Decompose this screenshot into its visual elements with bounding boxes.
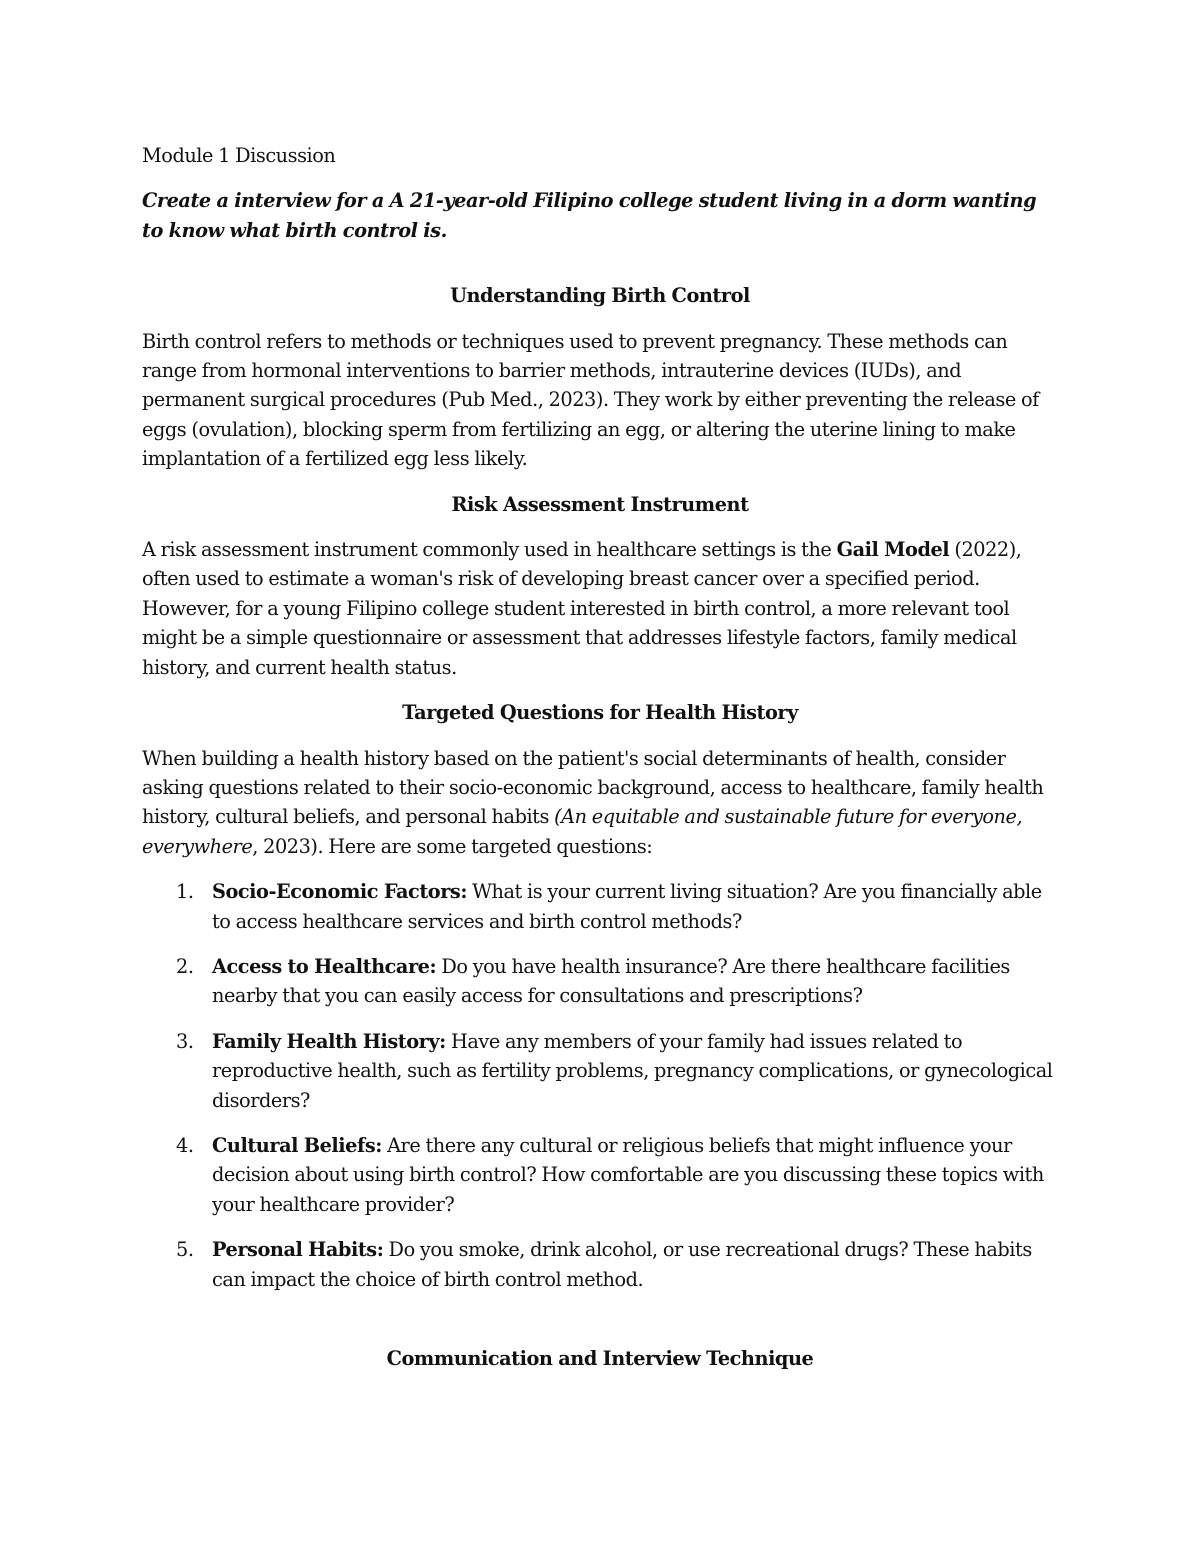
targeted-questions-list bbox=[142, 877, 1058, 1294]
list-item-text: Have any members of your family had issues related to reproductive health, such as fertility problems, pregnancy complications, or gynecological disorders? bbox=[212, 1029, 1053, 1112]
list-item-number: 1. bbox=[176, 880, 194, 904]
section-heading-risk-assessment: Risk Assessment Instrument bbox=[451, 492, 749, 516]
assignment-prompt: Create a interview for a A 21-year-old Filipino college student living in a dorm wanting to know what birth control is. bbox=[142, 189, 1037, 242]
list-item bbox=[142, 1027, 1058, 1115]
gail-model-term: Gail Model bbox=[836, 538, 950, 562]
list-item-text: Do you smoke, drink alcohol, or use recreational drugs? These habits can impact the choice of birth control method. bbox=[212, 1238, 1032, 1291]
section-heading-understanding-birth-control: Understanding Birth Control bbox=[450, 284, 750, 308]
list-item bbox=[142, 1131, 1058, 1219]
list-item-label: Access to Healthcare: bbox=[212, 954, 437, 978]
list-item-number: 5. bbox=[176, 1238, 194, 1262]
risk-body-text-start: A risk assessment instrument commonly used in healthcare settings is the bbox=[142, 538, 837, 562]
list-item-label: Cultural Beliefs: bbox=[212, 1133, 382, 1157]
citation-italic: (An equitable and sustainable future for everyone, everywhere bbox=[142, 805, 1023, 858]
list-item bbox=[142, 1235, 1058, 1294]
section-heading-communication: Communication and Interview Technique bbox=[386, 1347, 814, 1370]
intro-text-end: , 2023). Here are some targeted questions: bbox=[252, 834, 653, 858]
list-item-label: Personal Habits: bbox=[212, 1238, 384, 1262]
section-body-understanding-birth-control: Birth control refers to methods or techniques used to prevent pregnancy. These methods can range from hormonal interventions to barrier methods, intrauterine devices (IUDs), and permanent surgical procedures (Pub Med., 2023). They work by either preventing the release of eggs (ovulation), blocking sperm from fertilizing an egg, or altering the uterine lining to make implantation of a fertilized egg less likely. bbox=[142, 329, 1039, 471]
module-title: Module 1 Discussion bbox=[142, 144, 336, 167]
section-intro-targeted-questions bbox=[142, 744, 1058, 862]
document-content bbox=[142, 141, 1058, 1389]
list-item-number: 2. bbox=[176, 954, 194, 978]
list-item-number: 3. bbox=[176, 1029, 194, 1053]
intro-text-start: When building a health history based on the patient's social determinants of health, consider asking questions related to their socio-economic background, access to healthcare, family health history, cultural beliefs, and personal habits bbox=[142, 746, 1044, 829]
risk-body-text-end: (2022), often used to estimate a woman's risk of developing breast cancer over a specified period. However, for a young Filipino college student interested in birth control, a more relevant tool might be a simple questionnaire or assessment that addresses lifestyle factors, family medical history, and current health status. bbox=[142, 538, 1022, 679]
list-item-number: 4. bbox=[176, 1133, 194, 1157]
list-item bbox=[142, 877, 1058, 936]
list-item bbox=[142, 952, 1058, 1011]
list-item-label: Socio-Economic Factors: bbox=[212, 880, 467, 904]
section-body-risk-assessment bbox=[142, 535, 1058, 682]
list-item-text: What is your current living situation? Are you financially able to access healthcare services and birth control methods? bbox=[212, 880, 1042, 933]
list-item-text: Do you have health insurance? Are there healthcare facilities nearby that you can easily access for consultations and prescriptions? bbox=[212, 954, 1010, 1008]
list-item-label: Family Health History: bbox=[212, 1029, 446, 1053]
section-heading-targeted-questions: Targeted Questions for Health History bbox=[402, 701, 798, 725]
list-item-text: Are there any cultural or religious beliefs that might influence your decision about using birth control? How comfortable are you discussing these topics with your healthcare provider? bbox=[212, 1133, 1044, 1216]
